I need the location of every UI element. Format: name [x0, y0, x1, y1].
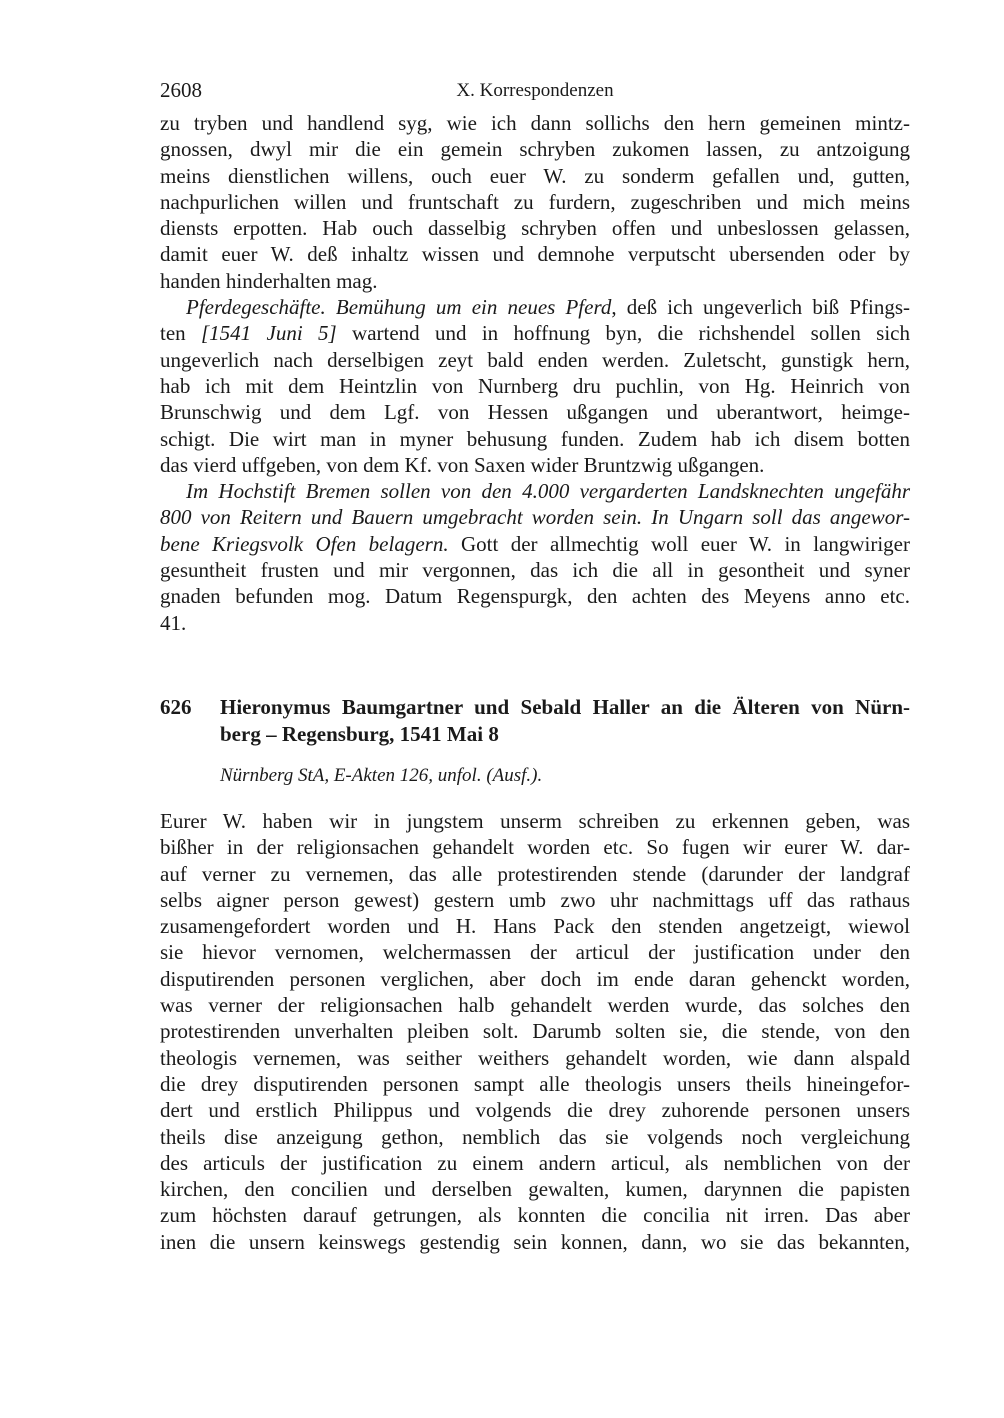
text-line: gnaden befunden mog. Datum Regenspurgk, den achten des Meyens anno etc. — [160, 584, 910, 609]
editorial-date: [1541 Juni 5] — [201, 321, 337, 346]
document-title — [220, 694, 910, 748]
text-line: zusamengefordert worden und H. Hans Pack den stenden angetzeigt, wiewol — [160, 914, 910, 939]
text-line: bene Kriegsvolk Ofen belagern. Gott der allmechtig woll euer W. in langwiriger — [160, 531, 910, 556]
text-line: nachpurlichen willen und fruntschaft zu furdern, zugeschriben und mich meins — [160, 189, 910, 214]
text-line: was verner der religionsachen halb gehandelt werden wurde, das solches den — [160, 993, 910, 1018]
editorial-summary: bene Kriegsvolk Ofen belagern. — [160, 531, 449, 556]
text-line: des articuls der justification zu einem andern articul, als nemblichen von der — [160, 1150, 910, 1175]
text-line: theologis vernemen, was seither weithers gehandelt worden, wie dann alspald — [160, 1045, 910, 1070]
text-line: bißher in der religionsachen gehandelt worden etc. So fugen wir eurer W. dar- — [160, 835, 910, 860]
text-line: protestirenden unverhalten pleiben solt. Darumb solten sie, die stende, von den — [160, 1019, 910, 1044]
title-line: berg – Regensburg, 1541 Mai 8 — [220, 722, 499, 746]
text-line: theils dise anzeigung gethon, nemblich das sie volgends noch vergleichung — [160, 1124, 910, 1149]
text-line: schigt. Die wirt man in myner behusung funden. Zudem hab ich disem botten — [160, 426, 910, 451]
document-heading — [160, 694, 910, 748]
text-line: das vierd uffgeben, von dem Kf. von Saxen wider Bruntzwig ußgangen. — [160, 452, 765, 477]
document-number: 626 — [160, 695, 192, 719]
editorial-summary: Pferdegeschäfte. Bemühung um ein neues Pferd — [186, 295, 612, 320]
paragraph-letter-continuation — [160, 110, 910, 294]
text-line: Pferdegeschäfte. Bemühung um ein neues Pferd, deß ich ungeverlich biß Pfings- — [186, 295, 910, 320]
archival-source: Nürnberg StA, E-Akten 126, unfol. (Ausf.). — [220, 765, 543, 786]
text-line: dert und erstlich Philippus und volgends die drey zuhorende personen unsers — [160, 1098, 910, 1123]
text-line: disputirenden personen verglichen, aber doch im ende daran gehenckt worden, — [160, 966, 910, 991]
text-line: 41. — [160, 610, 187, 635]
text-line: inen die unsern keinswegs gestendig sein konnen, dann, wo sie das bekannten, — [160, 1229, 910, 1254]
text-line: ungeverlich nach derselbigen zeyt bald enden werden. Zuletscht, gunstigk hern, — [160, 347, 910, 372]
page-header — [160, 78, 910, 110]
text-line: diensts erpotten. Hab ouch dasselbig schryben offen und unbeslossen gelassen, — [160, 216, 910, 241]
text-line: gnossen, dwyl mir die ein gemein schryben zukomen lassen, zu antzoigung — [160, 137, 910, 162]
document-body — [160, 808, 910, 1255]
text-line: Eurer W. haben wir in jungstem unserm schreiben zu erkennen geben, was — [160, 809, 910, 833]
text-line: Brunschwig und dem Lgf. von Hessen ußgangen und uberantwort, heimge- — [160, 400, 910, 425]
text-line: auf verner zu vernemen, das alle protestirenden stende (darunder der landgraf — [160, 861, 910, 886]
text-line: selbs aigner person gewest) gestern umb zwo uhr nachmittags uff das rathaus — [160, 887, 910, 912]
text-line: zum höchsten darauf getrungen, als konnten die concilia nit irren. Das aber — [160, 1203, 910, 1228]
page-number: 2608 — [160, 78, 202, 102]
text-line: Im Hochstift Bremen sollen von den 4.000 vergarderten Landsknechten ungefähr — [186, 479, 910, 504]
text-line: handen hinderhalten mag. — [160, 268, 378, 293]
text-line: sie hievor vernomen, welchermassen der articul der justification under den — [160, 940, 910, 965]
running-title: X. Korrespondenzen — [456, 80, 614, 101]
text-line: meins dienstlichen willens, ouch euer W. zu sonderm gefallen und, gutten, — [160, 163, 910, 188]
text-line: damit euer W. deß inhaltz wissen und demnohe verputscht ubersenden oder by — [160, 242, 910, 267]
document-page — [160, 78, 911, 1254]
paragraph-horse-trade — [160, 294, 910, 478]
text-line: gesuntheit frusten und mir vergonnen, das ich die all in gesontheit und syner — [160, 558, 910, 583]
title-line: Hieronymus Baumgartner und Sebald Haller an die Älteren von Nürn- — [220, 695, 910, 719]
text-line: 800 von Reitern und Bauern umgebracht worden sein. In Ungarn soll das angewor- — [160, 505, 910, 530]
paragraph-news-closing — [160, 478, 910, 636]
text-line: zu tryben und handlend syg, wie ich dann sollichs den hern gemeinen mintz- — [160, 111, 910, 135]
text-line: die drey disputirenden personen sampt alle theologis unsers theils hineingefor- — [160, 1071, 910, 1096]
text-line: ten [1541 Juni 5] wartend und in hoffnung byn, die richshendel sollen sich — [160, 321, 911, 346]
text-line: kirchen, den concilien und derselben gewalten, kumen, darynnen die papisten — [160, 1177, 910, 1202]
text-line: hab ich mit dem Heintzlin von Nurnberg dru puchlin, von Hg. Heinrich von — [160, 373, 910, 398]
